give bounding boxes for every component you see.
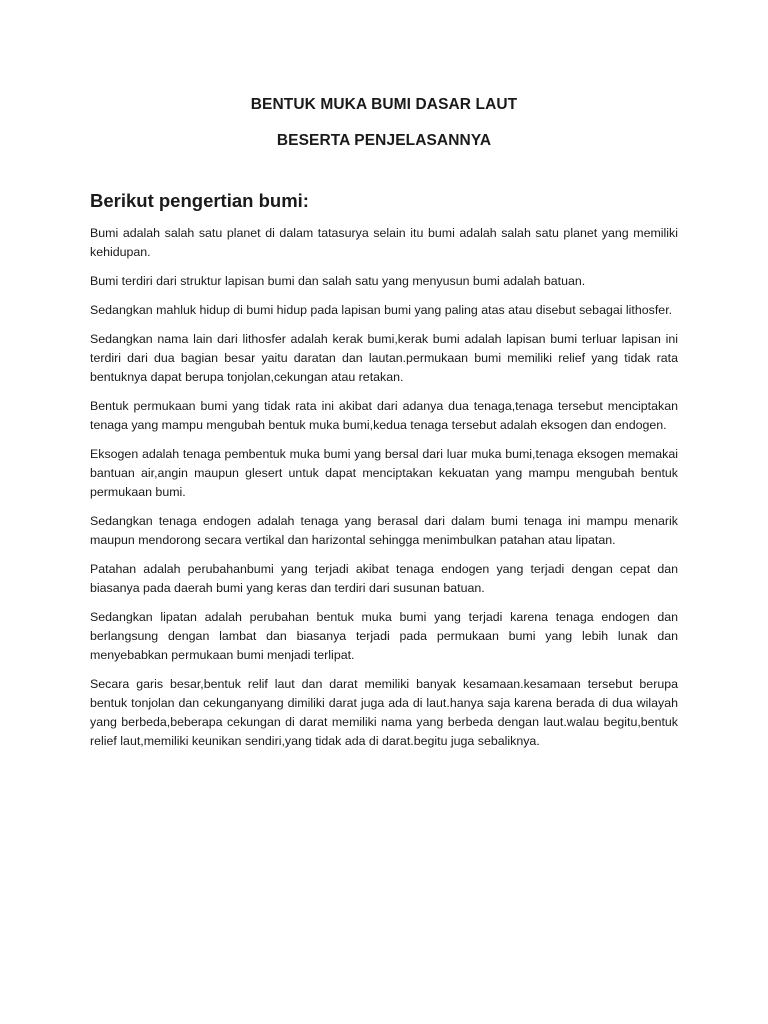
paragraph: Sedangkan mahluk hidup di bumi hidup pada lapisan bumi yang paling atas atau disebut sebagai lithosfer.: [90, 303, 673, 317]
document-title-line-2: BESERTA PENJELASANNYA: [276, 132, 492, 149]
paragraph: Sedangkan tenaga endogen adalah tenaga yang berasal dari dalam bumi tenaga ini mampu menarik maupun mendorong secara vertikal dan harizontal sehingga menimbulkan patahan atau lipatan.: [90, 514, 678, 547]
paragraph: Sedangkan nama lain dari lithosfer adalah kerak bumi,kerak bumi adalah lapisan bumi terluar lapisan ini terdiri dari dua bagian besar yaitu daratan dan lautan.permukaan bumi memiliki relief yang tidak rata bentuknya dapat berupa tonjolan,cekungan atau retakan.: [90, 332, 678, 384]
paragraph: Eksogen adalah tenaga pembentuk muka bumi yang bersal dari luar muka bumi,tenaga eksogen memakai bantuan air,angin maupun glesert untuk dapat menciptakan kekuatan yang mampu mengubah bentuk permukaan bumi.: [90, 447, 678, 499]
paragraph: Bentuk permukaan bumi yang tidak rata ini akibat dari adanya dua tenaga,tenaga tersebut menciptakan tenaga yang mampu mengubah bentuk muka bumi,kedua tenaga tersebut adalah eksogen dan endogen.: [90, 399, 678, 432]
paragraph: Bumi terdiri dari struktur lapisan bumi dan salah satu yang menyusun bumi adalah batuan.: [90, 274, 586, 288]
document-body: [90, 224, 678, 751]
document-title-line-1: BENTUK MUKA BUMI DASAR LAUT: [250, 96, 518, 113]
paragraph: Bumi adalah salah satu planet di dalam tatasurya selain itu bumi adalah salah satu planet yang memiliki kehidupan.: [90, 226, 678, 259]
paragraph: Patahan adalah perubahanbumi yang terjadi akibat tenaga endogen yang terjadi dengan cepat dan biasanya pada daerah bumi yang keras dan terdiri dari susunan batuan.: [90, 562, 678, 595]
paragraph: Secara garis besar,bentuk relif laut dan darat memiliki banyak kesamaan.kesamaan tersebut berupa bentuk tonjolan dan cekunganyang dimiliki darat juga ada di laut.hanya saja karena berada di dua wilayah yang berbeda,beberapa cekungan di darat memiliki nama yang berbeda dengan laut.walau begitu,bentuk relief laut,memiliki keunikan sendiri,yang tidak ada di darat.begitu juga sebaliknya.: [90, 677, 678, 748]
paragraph: Sedangkan lipatan adalah perubahan bentuk muka bumi yang terjadi karena tenaga endogen dan berlangsung dengan lambat dan biasanya terjadi pada permukaan bumi yang lebih lunak dan menyebabkan permukaan bumi menjadi terlipat.: [90, 610, 678, 662]
section-heading: Berikut pengertian bumi:: [90, 190, 309, 211]
